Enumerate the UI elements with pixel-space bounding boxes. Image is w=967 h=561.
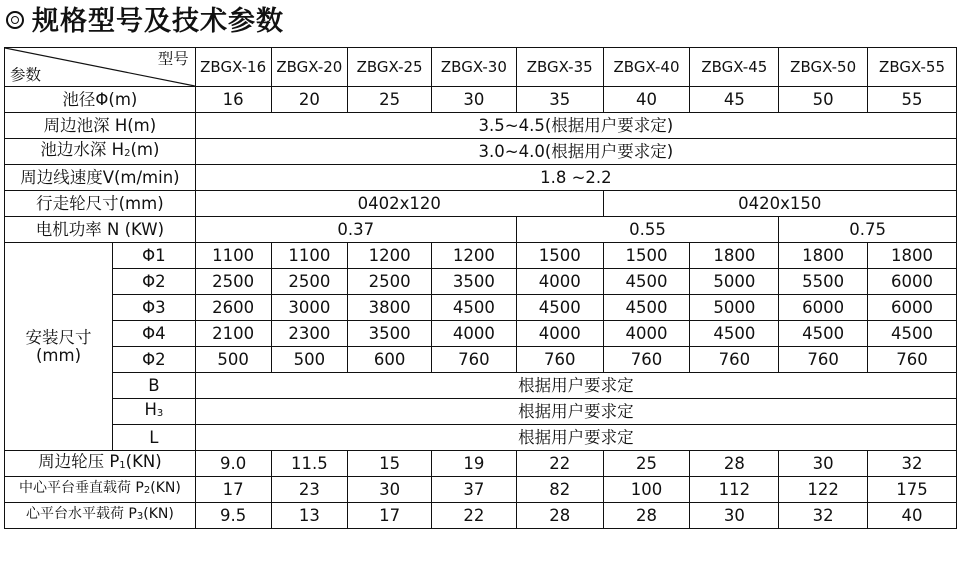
row-motor-power <box>5 217 957 243</box>
cell: 55 <box>868 87 957 113</box>
cell: 4000 <box>603 321 690 347</box>
cell: 5500 <box>779 269 868 295</box>
cell: 32 <box>868 451 957 477</box>
cell-span: 3.5~4.5(根据用户要求定) <box>195 113 956 139</box>
sub-label: Φ4 <box>113 321 196 347</box>
cell: 112 <box>690 477 779 503</box>
cell: 17 <box>348 503 432 529</box>
cell: 4000 <box>432 321 517 347</box>
cell: 25 <box>603 451 690 477</box>
cell: 760 <box>868 347 957 373</box>
row-install-phi3 <box>5 295 957 321</box>
cell-span: 根据用户要求定 <box>195 425 956 451</box>
model-header: ZBGX-16 <box>195 48 271 87</box>
page-title-text: 规格型号及技术参数 <box>32 6 284 37</box>
cell: 122 <box>779 477 868 503</box>
cell: 4000 <box>516 321 603 347</box>
cell: 1100 <box>195 243 271 269</box>
cell: 2300 <box>271 321 348 347</box>
row-label: 池径Φ(m) <box>5 87 196 113</box>
cell: 6000 <box>868 269 957 295</box>
label-unit: (KN) <box>150 480 181 496</box>
cell: 1500 <box>603 243 690 269</box>
model-header: ZBGX-30 <box>432 48 517 87</box>
cell: 500 <box>195 347 271 373</box>
label-unit: (m) <box>130 139 160 159</box>
model-header: ZBGX-25 <box>348 48 432 87</box>
cell-span: 0.55 <box>516 217 778 243</box>
model-header: ZBGX-55 <box>868 48 957 87</box>
spec-table <box>4 47 957 529</box>
cell: 4500 <box>432 295 517 321</box>
cell: 4500 <box>779 321 868 347</box>
row-install-phi2 <box>5 269 957 295</box>
row-install-l <box>5 425 957 451</box>
header-row <box>5 48 957 87</box>
cell: 2100 <box>195 321 271 347</box>
sub-label <box>113 399 196 425</box>
model-header: ZBGX-40 <box>603 48 690 87</box>
row-line-speed <box>5 165 957 191</box>
cell: 20 <box>271 87 348 113</box>
row-label <box>5 477 196 503</box>
cell: 3500 <box>432 269 517 295</box>
page-title <box>4 2 284 42</box>
cell: 45 <box>690 87 779 113</box>
label-text: 池边水深 H <box>40 139 125 159</box>
row-water-depth <box>5 139 957 165</box>
label-subscript: 3 <box>136 511 144 522</box>
row-label: 周边池深 H(m) <box>5 113 196 139</box>
cell: 16 <box>195 87 271 113</box>
cell: 1200 <box>348 243 432 269</box>
circle-bullet-icon <box>6 11 24 29</box>
cell: 175 <box>868 477 957 503</box>
model-header: ZBGX-20 <box>271 48 348 87</box>
label-unit: (KN) <box>143 506 174 522</box>
cell: 3000 <box>271 295 348 321</box>
cell: 500 <box>271 347 348 373</box>
cell: 100 <box>603 477 690 503</box>
cell: 30 <box>779 451 868 477</box>
cell: 4500 <box>603 295 690 321</box>
cell: 1200 <box>432 243 517 269</box>
cell: 760 <box>432 347 517 373</box>
cell: 40 <box>868 503 957 529</box>
cell: 28 <box>690 451 779 477</box>
row-label <box>5 139 196 165</box>
cell-span: 根据用户要求定 <box>195 373 956 399</box>
row-install-b <box>5 373 957 399</box>
label-unit: (KN) <box>125 451 162 471</box>
sub-label: Φ1 <box>113 243 196 269</box>
cell: 5000 <box>690 269 779 295</box>
label-text: 周边轮压 P <box>38 451 120 471</box>
label-text: 中心平台垂直载荷 P <box>18 480 144 496</box>
cell: 30 <box>432 87 517 113</box>
sub-label: B <box>113 373 196 399</box>
corner-label-model: 型号 <box>157 50 189 68</box>
cell-span: 0420x150 <box>603 191 956 217</box>
cell-span: 0402x120 <box>195 191 603 217</box>
install-group-label <box>5 243 113 451</box>
cell: 9.0 <box>195 451 271 477</box>
cell: 4500 <box>516 295 603 321</box>
row-wheel-pressure <box>5 451 957 477</box>
cell: 2600 <box>195 295 271 321</box>
sub-label: L <box>113 425 196 451</box>
cell: 28 <box>516 503 603 529</box>
row-install-h3 <box>5 399 957 425</box>
cell: 4500 <box>868 321 957 347</box>
cell: 4500 <box>603 269 690 295</box>
cell: 37 <box>432 477 517 503</box>
cell: 4500 <box>690 321 779 347</box>
row-edge-depth <box>5 113 957 139</box>
cell: 760 <box>516 347 603 373</box>
row-label: 周边线速度V(m/min) <box>5 165 196 191</box>
cell: 760 <box>779 347 868 373</box>
cell: 2500 <box>195 269 271 295</box>
label-subscript: 1 <box>119 459 126 471</box>
label-subscript: 2 <box>143 485 151 496</box>
row-install-phi1 <box>5 243 957 269</box>
cell: 760 <box>603 347 690 373</box>
cell-span: 0.75 <box>779 217 957 243</box>
row-label <box>5 503 196 529</box>
cell: 17 <box>195 477 271 503</box>
cell: 11.5 <box>271 451 348 477</box>
cell-span: 0.37 <box>195 217 516 243</box>
cell: 1800 <box>690 243 779 269</box>
cell: 1800 <box>868 243 957 269</box>
cell: 6000 <box>779 295 868 321</box>
cell-span: 1.8 ~2.2 <box>195 165 956 191</box>
cell: 2500 <box>271 269 348 295</box>
cell: 6000 <box>868 295 957 321</box>
row-wheel-size <box>5 191 957 217</box>
cell: 32 <box>779 503 868 529</box>
label-subscript: 2 <box>124 147 131 159</box>
row-label <box>5 451 196 477</box>
corner-label-param: 参数 <box>10 66 42 84</box>
cell: 50 <box>779 87 868 113</box>
cell: 600 <box>348 347 432 373</box>
cell: 19 <box>432 451 517 477</box>
cell: 23 <box>271 477 348 503</box>
sub-label: Φ2 <box>113 269 196 295</box>
cell: 3800 <box>348 295 432 321</box>
row-vertical-load <box>5 477 957 503</box>
cell: 5000 <box>690 295 779 321</box>
cell: 82 <box>516 477 603 503</box>
cell: 28 <box>603 503 690 529</box>
cell: 1100 <box>271 243 348 269</box>
label-subscript: 3 <box>156 407 164 419</box>
sub-label: Φ2 <box>113 347 196 373</box>
cell: 9.5 <box>195 503 271 529</box>
cell: 40 <box>603 87 690 113</box>
sub-label: Φ3 <box>113 295 196 321</box>
cell: 1500 <box>516 243 603 269</box>
cell: 15 <box>348 451 432 477</box>
label-text: H <box>144 399 157 419</box>
cell: 30 <box>690 503 779 529</box>
cell: 22 <box>432 503 517 529</box>
model-header: ZBGX-50 <box>779 48 868 87</box>
cell: 4000 <box>516 269 603 295</box>
row-horizontal-load <box>5 503 957 529</box>
row-install-phi4 <box>5 321 957 347</box>
model-header: ZBGX-35 <box>516 48 603 87</box>
row-label: 行走轮尺寸(mm) <box>5 191 196 217</box>
cell-span: 根据用户要求定 <box>195 399 956 425</box>
corner-header-cell <box>5 48 196 87</box>
model-header: ZBGX-45 <box>690 48 779 87</box>
cell: 25 <box>348 87 432 113</box>
row-label: 电机功率 N (KW) <box>5 217 196 243</box>
cell: 35 <box>516 87 603 113</box>
cell: 30 <box>348 477 432 503</box>
cell: 22 <box>516 451 603 477</box>
cell: 3500 <box>348 321 432 347</box>
label-text: 心平台水平载荷 P <box>25 506 137 522</box>
row-diameter <box>5 87 957 113</box>
row-install-phi2b <box>5 347 957 373</box>
cell: 13 <box>271 503 348 529</box>
cell-span: 3.0~4.0(根据用户要求定) <box>195 139 956 165</box>
install-label-line1: 安装尺寸 <box>25 327 92 347</box>
install-label-line2: (mm) <box>35 345 82 365</box>
cell: 1800 <box>779 243 868 269</box>
cell: 2500 <box>348 269 432 295</box>
cell: 760 <box>690 347 779 373</box>
